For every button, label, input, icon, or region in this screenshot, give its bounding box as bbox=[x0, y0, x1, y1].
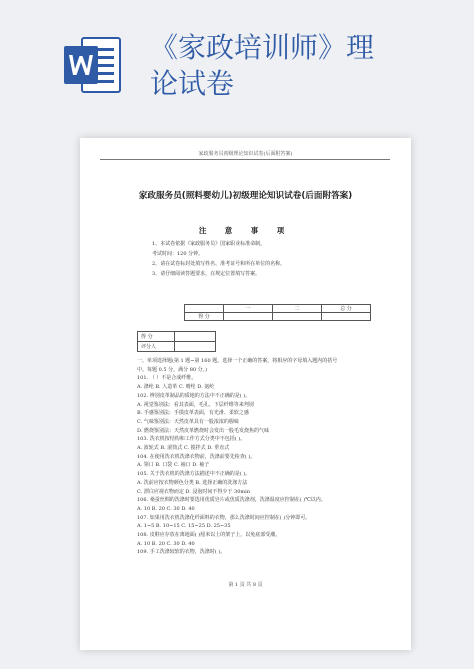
page-footer: 第 1 页 共 8 页 bbox=[228, 582, 263, 588]
banner-title-line2: 论试卷 bbox=[150, 67, 235, 100]
question-line: A. 视觉鉴别法：看其表面，毛孔、下层纤维等来判别 bbox=[137, 401, 254, 408]
banner-title bbox=[150, 30, 450, 102]
question-line: 106. 桑蚕丝绸的洗涤时要选用优质皂片或优质洗涤剂，洗涤温度应控制在( )℃以内。 bbox=[137, 497, 326, 504]
question-list bbox=[137, 357, 397, 557]
question-line: 108. 皮鞋应存放在离地面( )厘米以上的架子上，以免底部受潮。 bbox=[137, 532, 281, 539]
score-cell bbox=[224, 313, 273, 321]
question-line: A. 洗前应按衣物颜色分类 B. 选择正确的洗涤方法 bbox=[137, 479, 248, 486]
question-line: 107. 如果用洗衣机洗涤化纤面料的衣物，那么洗涤时间应控制在( )分钟即可。 bbox=[137, 514, 311, 521]
notice-item: 1、本试卷依据《家政服务员》国家职业标准命制。 bbox=[152, 241, 266, 247]
score-row-label: 得 分 bbox=[185, 313, 224, 321]
notice-item: 考试时间：120 分钟。 bbox=[152, 251, 204, 257]
banner-title-line1: 《家政培训师》理 bbox=[150, 31, 375, 64]
score-header-cell: 总 分 bbox=[322, 305, 371, 313]
question-line: A. 10 B. 20 C. 30 D. 40 bbox=[137, 505, 195, 512]
question-line: 中。每题 0.5 分，满分 80 分。) bbox=[137, 366, 208, 373]
banner bbox=[0, 0, 474, 118]
score-header-cell bbox=[185, 305, 224, 313]
grader-label: 得 分 bbox=[138, 332, 175, 342]
word-icon bbox=[62, 34, 124, 96]
running-header: 家政服务员初级理论知识试卷(后面附答案) bbox=[198, 151, 293, 157]
document-page bbox=[80, 138, 411, 650]
question-line: 101. （ ）不是合成纤维。 bbox=[137, 375, 197, 382]
question-line: A. 涤纶 B. 人造革 C. 晴纶 D. 氨纶 bbox=[137, 384, 215, 391]
notice-item: 3、请仔细阅读答题要求，在规定位置填写答案。 bbox=[152, 271, 261, 277]
grader-label: 评分人 bbox=[138, 342, 175, 352]
question-line: B. 手感鉴别法：手摸皮革表面，有光滑、柔软之感 bbox=[137, 410, 249, 417]
question-line: A. 1~5 B. 10~15 C. 15~25 D. 25~35 bbox=[137, 523, 231, 530]
question-line: 109. 手工洗涤较软的衣物，洗涤时( )。 bbox=[137, 549, 226, 556]
score-header-cell: 一 bbox=[224, 305, 273, 313]
question-line: 102. 辨别皮革制品的质地的方法中不正确的是( )。 bbox=[137, 392, 251, 399]
question-line: A. 波轮式 B. 滚筒式 C. 搅拌式 D. 垂直式 bbox=[137, 445, 230, 452]
question-line: A. 领口 B. 口袋 C. 袖口 D. 袖子 bbox=[137, 462, 210, 469]
exam-title: 家政服务员(照料婴幼儿)初级理论知识试卷(后面附答案) bbox=[138, 191, 353, 201]
question-line: C. 漂白应视衣物而定 D. 浸泡时间不得少于 30min bbox=[137, 488, 250, 495]
notice-title: 注 意 事 项 bbox=[198, 226, 293, 235]
score-cell bbox=[273, 313, 322, 321]
question-line: 105. 关于洗衣机的洗涤方法描述中不正确的是( )。 bbox=[137, 471, 251, 478]
header-divider bbox=[100, 159, 390, 160]
grader-table bbox=[137, 331, 216, 352]
grader-cell bbox=[175, 342, 216, 352]
notice-list bbox=[152, 239, 392, 279]
question-line: A. 10 B. 20 C. 30 D. 40 bbox=[137, 540, 195, 547]
question-line: 103. 洗衣机按结构和工作方式分类中不包括( )。 bbox=[137, 436, 246, 443]
question-line: D. 燃烧鉴别法：天然皮革燃烧时会发出一股毛发烧焦的气味 bbox=[137, 427, 270, 434]
notice-item: 2、请在试卷标封处填写姓名、准考证号和所在单位的名称。 bbox=[152, 261, 286, 267]
score-header-cell: 二 bbox=[273, 305, 322, 313]
score-table bbox=[184, 304, 371, 321]
question-line: 104. 在使用洗衣机洗涤衣物前，洗涤前要先检查( )。 bbox=[137, 453, 256, 460]
grader-cell bbox=[175, 332, 216, 342]
question-line: C. 气味鉴别法：天然皮革具有一股浓浓的腥味 bbox=[137, 418, 239, 425]
question-line: 一、单项选择题(第 1 题~第 160 题。选择一个正确的答案，将相应的字母填入题内的括号 bbox=[137, 358, 338, 364]
score-cell bbox=[322, 313, 371, 321]
